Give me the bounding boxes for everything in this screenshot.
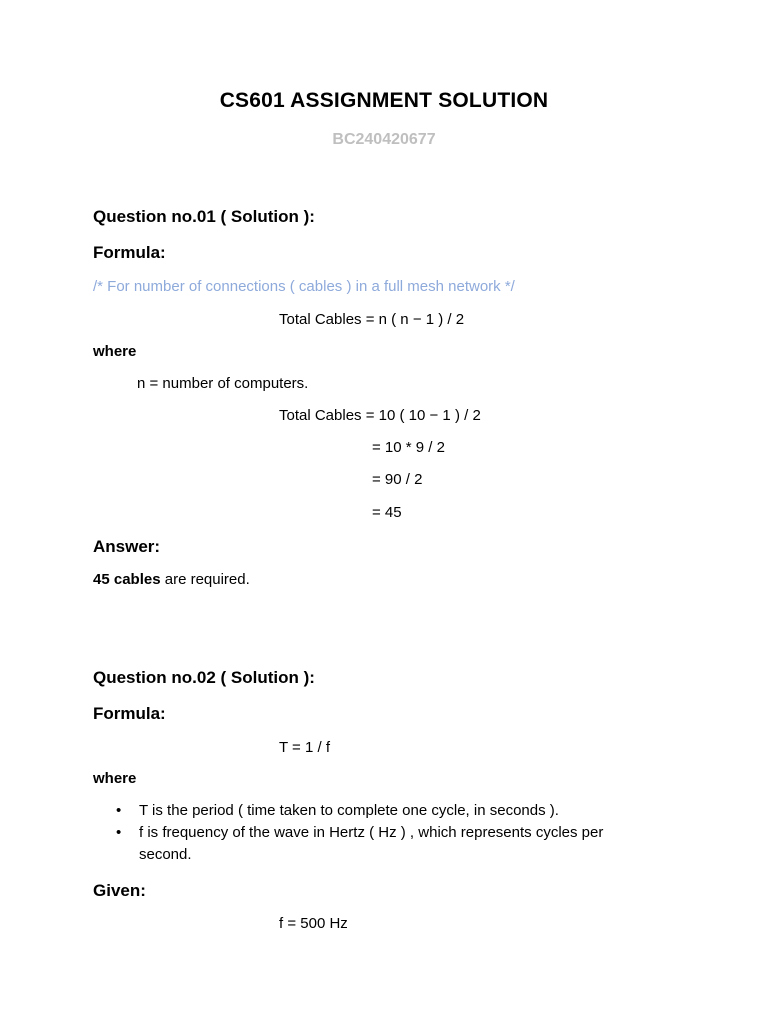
q1-answer-bold: 45 cables	[93, 571, 161, 588]
q1-where-definition: n = number of computers.	[137, 375, 309, 392]
document-title: CS601 ASSIGNMENT SOLUTION	[219, 89, 549, 112]
q2-formula: T = 1 / f	[279, 739, 330, 756]
q2-bullet-list	[93, 800, 653, 866]
q1-calc-step: Total Cables = 10 ( 10 − 1 ) / 2	[279, 407, 481, 424]
q2-given-label: Given:	[93, 881, 146, 900]
list-item: • f is frequency of the wave in Hertz ( Hz ) , which represents cycles per second.	[116, 824, 604, 863]
list-item: • T is the period ( time taken to complete one cycle, in seconds ).	[93, 800, 653, 822]
q1-calc-step: = 10 * 9 / 2	[372, 439, 445, 456]
q2-formula-label: Formula:	[93, 704, 166, 723]
bullet-icon: •	[116, 802, 122, 819]
q1-answer	[93, 571, 250, 588]
q1-formula-label: Formula:	[93, 243, 166, 262]
bullet-icon: •	[116, 824, 122, 841]
q2-where-label: where	[93, 770, 137, 787]
student-id: BC240420677	[332, 131, 436, 148]
q1-calc-step: = 45	[372, 504, 402, 521]
q1-calc-step: = 90 / 2	[372, 471, 423, 488]
q1-comment: /* For number of connections ( cables ) in a full mesh network */	[93, 278, 515, 295]
q1-answer-rest: are required.	[160, 571, 250, 588]
q2-given-value: f = 500 Hz	[279, 915, 348, 932]
q1-answer-label: Answer:	[93, 537, 161, 556]
q1-formula: Total Cables = n ( n − 1 ) / 2	[279, 311, 465, 328]
q1-heading: Question no.01 ( Solution ):	[93, 207, 315, 226]
q1-where-label: where	[93, 343, 137, 360]
q2-heading: Question no.02 ( Solution ):	[93, 668, 315, 687]
